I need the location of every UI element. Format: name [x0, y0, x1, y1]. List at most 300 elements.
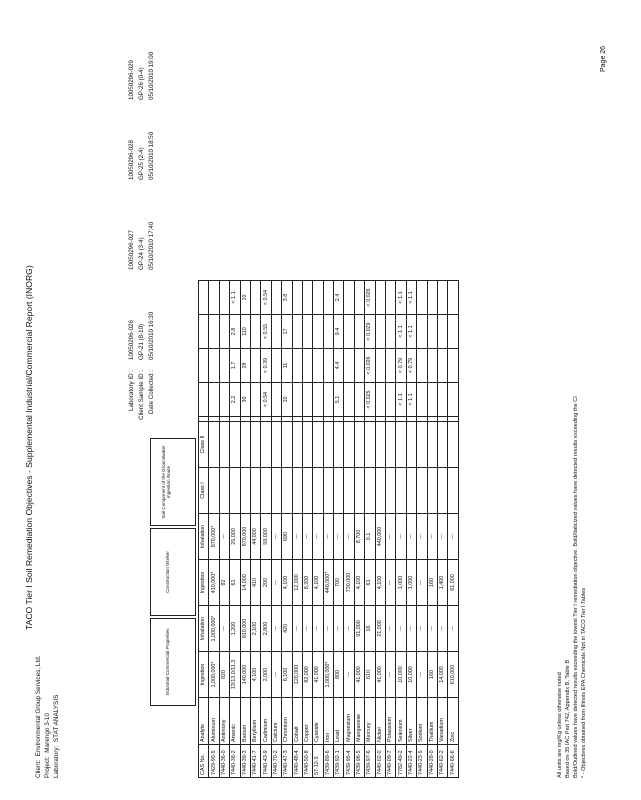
objective-value	[240, 468, 250, 514]
analyte-name: Antimony	[219, 698, 229, 745]
sample-result	[427, 383, 437, 417]
objective-value: ---	[271, 560, 281, 606]
objective-value: 4,100	[282, 560, 292, 606]
column-separator	[323, 417, 333, 422]
sample-result	[437, 281, 447, 315]
objective-value	[386, 422, 396, 468]
analyte-name: Calcium	[271, 698, 281, 745]
sample-result	[209, 281, 219, 315]
column-separator	[448, 417, 458, 422]
objective-value: ---	[219, 606, 229, 652]
sample-result	[313, 349, 323, 383]
table-row	[344, 281, 354, 778]
cas-number: 7440-39-3	[240, 745, 250, 778]
analyte-name: Magnesium	[344, 698, 354, 745]
laboratory-name: STAT ANALYSIS	[53, 694, 60, 743]
objective-value: 61	[365, 560, 375, 606]
cas-number: 7440-38-2	[230, 745, 240, 778]
objective-value	[365, 468, 375, 514]
analyte-name: Cobalt	[292, 698, 302, 745]
page-number: Page 26	[600, 45, 607, 72]
objective-value	[250, 422, 260, 468]
objective-value: 610,000	[448, 652, 458, 698]
sample-result	[375, 315, 385, 349]
objective-value: ---	[427, 514, 437, 560]
table-row	[313, 281, 323, 778]
objective-value: 14,000	[240, 560, 250, 606]
objective-value	[406, 422, 416, 468]
table-row	[396, 281, 406, 778]
objective-value	[271, 468, 281, 514]
sample-result: < 0.029	[365, 315, 375, 349]
analyte-name: Iron	[323, 698, 333, 745]
report-meta	[34, 655, 61, 778]
project-name: Marengo 3-10	[44, 712, 51, 753]
sample-result	[437, 383, 447, 417]
cas-number: 7439-89-6	[323, 745, 333, 778]
objective-value	[292, 468, 302, 514]
table-row	[427, 281, 437, 778]
sample-result: 4.4	[334, 349, 344, 383]
note-line: All units are mg/Kg unless otherwise noted	[557, 672, 563, 778]
objective-value: 25,000	[230, 514, 240, 560]
objective-value: 420	[282, 606, 292, 652]
objective-value: 4,100	[375, 560, 385, 606]
objective-value: ---	[417, 560, 427, 606]
table-row	[375, 281, 385, 778]
sample-result	[250, 383, 260, 417]
sample-result	[209, 349, 219, 383]
objective-value: 2,100	[250, 606, 260, 652]
table-row	[365, 281, 375, 778]
sample-result	[323, 383, 333, 417]
sample-result: < 0.55	[261, 315, 271, 349]
column-separator	[344, 417, 354, 422]
objective-value: ---	[219, 514, 229, 560]
cas-number: 7440-66-6	[448, 745, 458, 778]
cas-number: 7440-22-4	[406, 745, 416, 778]
sample-result: 9.4	[334, 315, 344, 349]
objective-value: ---	[437, 514, 447, 560]
cas-number: 7440-23-5	[417, 745, 427, 778]
note-line: Based on 35 IAC Part 742, Appendix B, Table B	[565, 659, 571, 778]
sample-result: < 1.1	[406, 383, 416, 417]
objective-value: 690	[282, 514, 292, 560]
objective-value: ---	[271, 652, 281, 698]
objective-value: ---	[271, 514, 281, 560]
sample-result: 1.7	[230, 349, 240, 383]
objective-value	[406, 468, 416, 514]
objective-value: 16	[365, 606, 375, 652]
objective-value	[417, 422, 427, 468]
header-ingestion: Ingestion	[199, 560, 209, 606]
analyte-name: Chromium	[282, 698, 292, 745]
sample-result: 2.4	[334, 281, 344, 315]
objective-value: 1,000,000*	[209, 652, 219, 698]
objective-value: 140,000	[240, 652, 250, 698]
sample-result	[386, 315, 396, 349]
objective-value	[375, 468, 385, 514]
cas-number: 7440-47-3	[282, 745, 292, 778]
objective-value: 610	[365, 652, 375, 698]
objective-value	[219, 422, 229, 468]
sample-result: < 0.39	[261, 349, 271, 383]
cas-number: 7440-43-9	[261, 745, 271, 778]
cas-number: 7440-70-2	[271, 745, 281, 778]
sample-result	[313, 383, 323, 417]
objective-value: 6,100	[282, 652, 292, 698]
objective-value: 8,200	[302, 560, 312, 606]
objective-value	[230, 468, 240, 514]
analyte-name: Zinc	[448, 698, 458, 745]
sample-result	[219, 315, 229, 349]
objective-value	[427, 422, 437, 468]
objective-value: ---	[386, 560, 396, 606]
sample-result	[386, 383, 396, 417]
sample-result	[302, 349, 312, 383]
objective-value: ---	[271, 606, 281, 652]
sample-result	[344, 315, 354, 349]
objective-value	[292, 422, 302, 468]
sample-date: 05/10/2010 18:50	[148, 131, 155, 180]
client-line: Client: Environmental Group Services, Ltd.	[35, 655, 42, 778]
analyte-name: Cadmium	[261, 698, 271, 745]
objective-value	[230, 422, 240, 468]
sample-result	[427, 349, 437, 383]
analyte-name: Beryllium	[250, 698, 260, 745]
objective-value	[417, 468, 427, 514]
objective-value: 410,000*	[209, 560, 219, 606]
objective-value: 440,000	[375, 514, 385, 560]
sample-result: 10	[282, 383, 292, 417]
sample-result	[427, 315, 437, 349]
sample-result	[375, 383, 385, 417]
objective-value: ---	[396, 514, 406, 560]
objective-value: 2,000	[261, 652, 271, 698]
column-separator	[396, 417, 406, 422]
sample-result	[386, 349, 396, 383]
sample-lab-id: 10050296-027	[128, 230, 135, 270]
analyte-name: Selenium	[396, 698, 406, 745]
table-row	[417, 281, 427, 778]
sample-result	[313, 281, 323, 315]
objective-value: ---	[334, 514, 344, 560]
sample-result	[448, 315, 458, 349]
table-row	[292, 281, 302, 778]
objective-value: ---	[406, 514, 416, 560]
sample-result: < 0.026	[365, 349, 375, 383]
objective-value: ---	[396, 606, 406, 652]
objective-value: 410	[250, 560, 260, 606]
cas-number: 57-12-5	[313, 745, 323, 778]
objective-value: ---	[313, 606, 323, 652]
report-notes	[556, 396, 588, 778]
column-separator	[209, 417, 219, 422]
objective-value: ---	[292, 606, 302, 652]
sample-result	[219, 383, 229, 417]
sample-result: < 0.025	[365, 383, 375, 417]
column-separator	[406, 417, 416, 422]
project-line: Project: Marengo 3-10	[44, 712, 51, 778]
objective-value: ---	[344, 652, 354, 698]
sample-result: < 1.1	[396, 315, 406, 349]
sample-result	[375, 349, 385, 383]
objective-value: 61	[230, 560, 240, 606]
sample-label-client-id: Client Sample ID :	[138, 370, 145, 420]
column-separator	[302, 417, 312, 422]
cas-number: 7440-50-8	[302, 745, 312, 778]
header-analyte: Analyte	[199, 698, 209, 745]
objective-value: 13/13.0/11.3	[230, 652, 240, 698]
table-row	[271, 281, 281, 778]
sample-result: 11	[282, 349, 292, 383]
table-row	[219, 281, 229, 778]
sample-lab-id: 10050296-026	[128, 320, 135, 360]
column-separator	[219, 417, 229, 422]
objective-value: 870,000	[240, 514, 250, 560]
note-line: * - Objectives obtained from Illinois EPA Chemicals Not in TACO Tier I Tables	[581, 587, 587, 778]
column-separator	[354, 417, 364, 422]
sample-result	[209, 383, 219, 417]
sample-result	[250, 315, 260, 349]
sample-result: < 0.026	[365, 281, 375, 315]
column-separator	[240, 417, 250, 422]
table-row	[282, 281, 292, 778]
column-separator	[365, 417, 375, 422]
cas-number: 7440-48-4	[292, 745, 302, 778]
note-line: Bold/Outlined values have detected results exceeding the lowest Tier I remediation objective. Bold/Italicized values have detected results exceeding the CI	[573, 396, 579, 778]
sample-result	[209, 315, 219, 349]
sample-result	[344, 383, 354, 417]
objective-value: 910,000	[240, 606, 250, 652]
sample-result	[271, 315, 281, 349]
table-row	[354, 281, 364, 778]
objective-value: 1,400	[437, 560, 447, 606]
sample-result: < 1.1	[396, 281, 406, 315]
column-separator	[334, 417, 344, 422]
sample-result	[219, 349, 229, 383]
column-separator	[375, 417, 385, 422]
objective-value	[386, 468, 396, 514]
objective-value: 12,000	[292, 560, 302, 606]
table-row	[230, 281, 240, 778]
objective-value: 44,000	[250, 514, 260, 560]
analyte-name: Potassium	[386, 698, 396, 745]
objective-value: 160	[427, 560, 437, 606]
table-row	[448, 281, 458, 778]
analyte-name: Sodium	[417, 698, 427, 745]
objective-value	[396, 468, 406, 514]
sample-date: 05/10/2010 17:40	[148, 221, 155, 270]
sample-result: < 0.79	[406, 349, 416, 383]
objective-value: ---	[302, 514, 312, 560]
group-header-industrial: Industrial-Commercial Properties	[150, 618, 196, 706]
objective-value: ---	[448, 606, 458, 652]
objective-value: ---	[448, 514, 458, 560]
header-cas: CAS No.	[199, 745, 209, 778]
objective-value: 120,000	[292, 652, 302, 698]
sample-result	[437, 349, 447, 383]
column-separator	[427, 417, 437, 422]
objective-value	[365, 422, 375, 468]
objective-value: ---	[386, 606, 396, 652]
objective-value	[334, 422, 344, 468]
objective-value: 10,000	[396, 652, 406, 698]
objective-value: ---	[417, 606, 427, 652]
table-row	[240, 281, 250, 778]
sample-result: < 0.79	[396, 349, 406, 383]
sample-result	[427, 281, 437, 315]
objective-value	[219, 468, 229, 514]
objective-value: 870,000*	[209, 514, 219, 560]
objective-value: ---	[427, 606, 437, 652]
objective-value: 160	[427, 652, 437, 698]
cas-number: 7440-41-7	[250, 745, 260, 778]
analyte-name: Mercury	[365, 698, 375, 745]
cas-number: 7782-49-2	[396, 745, 406, 778]
sample-date: 05/10/2010 19:00	[148, 51, 155, 100]
sample-result: < 1.1	[230, 281, 240, 315]
objective-value	[302, 422, 312, 468]
sample-result	[448, 281, 458, 315]
sample-result	[417, 383, 427, 417]
objective-value	[354, 468, 364, 514]
sample-result: < 0.54	[261, 281, 271, 315]
sample-result: 110	[240, 315, 250, 349]
sample-result	[417, 281, 427, 315]
sample-result: 3.8	[282, 281, 292, 315]
sample-result	[448, 349, 458, 383]
objective-value	[261, 422, 271, 468]
objective-value	[323, 468, 333, 514]
objective-value: ---	[437, 606, 447, 652]
objective-value: ---	[344, 606, 354, 652]
sample-result	[313, 315, 323, 349]
sample-result	[292, 281, 302, 315]
objective-value: 21,000	[375, 606, 385, 652]
sample-result	[292, 315, 302, 349]
cas-number: 7429-90-5	[209, 745, 219, 778]
sample-result	[375, 281, 385, 315]
sample-result	[292, 383, 302, 417]
cas-number: 7440-36-0	[219, 745, 229, 778]
sample-result: < 1.1	[406, 315, 416, 349]
column-separator	[292, 417, 302, 422]
objective-value: 8,700	[354, 514, 364, 560]
objective-value: 820	[219, 652, 229, 698]
column-separator	[230, 417, 240, 422]
objective-value	[209, 468, 219, 514]
objective-value: 4,100	[250, 652, 260, 698]
analyte-name: Copper	[302, 698, 312, 745]
sample-result	[354, 281, 364, 315]
column-separator	[437, 417, 447, 422]
analyte-name: Cyanide	[313, 698, 323, 745]
sample-result: < 1.1	[396, 383, 406, 417]
laboratory-line: Laboratory: STAT ANALYSIS	[53, 694, 60, 778]
sample-result: < 0.54	[261, 383, 271, 417]
objective-value: 440,000*	[323, 560, 333, 606]
objective-value: ---	[417, 652, 427, 698]
objective-value: 91,000	[354, 606, 364, 652]
table-row	[437, 281, 447, 778]
objective-value: ---	[292, 514, 302, 560]
objective-value	[282, 422, 292, 468]
sample-client-id: GP-26 (0-4)	[138, 67, 145, 100]
objective-value	[313, 422, 323, 468]
objective-value: 41,000	[354, 652, 364, 698]
sample-result	[354, 315, 364, 349]
objective-value: 14,000	[437, 652, 447, 698]
objective-value: 1,000,000*	[323, 652, 333, 698]
objective-value: 59,000	[261, 514, 271, 560]
header-inhalation: Inhalation	[199, 514, 209, 560]
sample-result	[250, 349, 260, 383]
analyte-name: Manganese	[354, 698, 364, 745]
cas-number: 7440-02-0	[375, 745, 385, 778]
sample-result: 10	[240, 281, 250, 315]
sample-lab-id: 10050296-029	[128, 60, 135, 100]
sample-lab-id: 10050296-028	[128, 140, 135, 180]
sample-result	[323, 349, 333, 383]
table-row	[334, 281, 344, 778]
table-row	[302, 281, 312, 778]
objective-value	[240, 422, 250, 468]
table-row	[406, 281, 416, 778]
analyte-name: Lead	[334, 698, 344, 745]
cas-number: 7440-28-0	[427, 745, 437, 778]
objective-value: 2,800	[261, 606, 271, 652]
table-row	[323, 281, 333, 778]
objective-value: 0.1	[365, 514, 375, 560]
objective-value: ---	[417, 514, 427, 560]
sample-result	[271, 383, 281, 417]
analyte-name: Vanadium	[437, 698, 447, 745]
column-separator	[313, 417, 323, 422]
sample-result	[302, 315, 312, 349]
sample-result	[271, 281, 281, 315]
analyte-name: Nickel	[375, 698, 385, 745]
sample-result	[448, 383, 458, 417]
objective-value	[375, 422, 385, 468]
objective-value: ---	[334, 606, 344, 652]
sample-result	[323, 281, 333, 315]
sample-result: 2.2	[230, 383, 240, 417]
objective-value: 41,000	[375, 652, 385, 698]
column-separator	[261, 417, 271, 422]
objective-value	[427, 468, 437, 514]
analyte-name: Thallium	[427, 698, 437, 745]
objective-value	[250, 468, 260, 514]
sample-result: 30	[240, 383, 250, 417]
objective-value	[437, 422, 447, 468]
sample-result	[354, 349, 364, 383]
column-separator	[250, 417, 260, 422]
objective-value	[209, 422, 219, 468]
sample-result	[437, 315, 447, 349]
objective-value: ---	[302, 606, 312, 652]
table-header-row	[199, 281, 209, 778]
results-table	[198, 280, 459, 778]
report-title: TACO Tier I Soil Remediation Objectives - Supplemental Industrial/Commercial Report (INORG)	[24, 265, 34, 630]
objective-value	[396, 422, 406, 468]
objective-value	[323, 422, 333, 468]
sample-result	[354, 383, 364, 417]
column-separator	[417, 417, 427, 422]
analyte-name: Arsenic	[230, 698, 240, 745]
analyte-name: Silver	[406, 698, 416, 745]
objective-value: 1,000	[406, 560, 416, 606]
